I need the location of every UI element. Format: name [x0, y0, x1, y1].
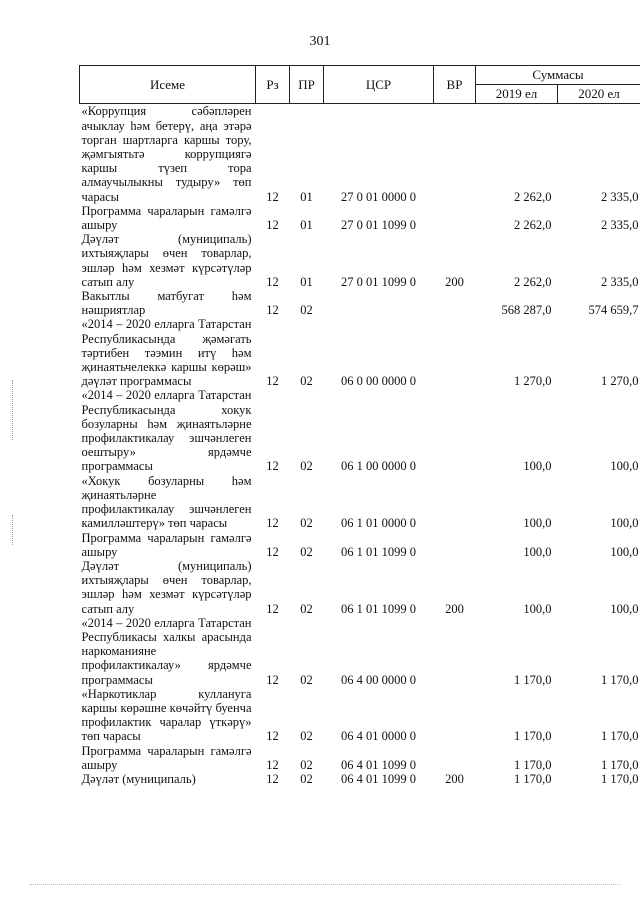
row-rz: 12: [266, 516, 279, 531]
row-value-2020: 1 170,0: [601, 729, 639, 744]
table-row: [80, 317, 640, 388]
row-vr: 200: [445, 771, 464, 786]
table-row: [80, 616, 640, 687]
row-csr: 06 0 00 0000 0: [341, 374, 416, 389]
table-body: [80, 104, 640, 786]
row-csr: [324, 289, 434, 317]
table-row: [80, 559, 640, 616]
row-rz: 12: [266, 757, 279, 772]
row-rz: 12: [266, 672, 279, 687]
row-rz: 12: [266, 729, 279, 744]
row-pr: 02: [300, 374, 313, 389]
header-2020: 2020 ел: [558, 85, 640, 104]
row-pr: 02: [300, 459, 313, 474]
row-value-2019: 1 170,0: [514, 729, 552, 744]
header-csr: ЦСР: [324, 66, 434, 104]
row-csr: 27 0 01 1099 0: [341, 218, 416, 233]
row-name: «2014 – 2020 елларга Татарстан Республикасы халкы арасында наркоманияне профилактикалау» ярдәмче программасы: [81, 615, 252, 687]
row-rz: 12: [266, 459, 279, 474]
row-value-2020: 1 170,0: [601, 672, 639, 687]
row-name: «2014 – 2020 елларга Татарстан Республикасында хокук бозуларны һәм җинаятьләрне профилактикалау эшчәнлеген оештыру» ярдәмче программасы: [81, 388, 252, 474]
row-vr: [434, 317, 476, 388]
row-value-2019: 1 170,0: [514, 757, 552, 772]
row-value-2019: 568 287,0: [501, 303, 552, 318]
table-row: [80, 289, 640, 317]
scan-edge-mark: [12, 380, 15, 440]
row-name: «Хокук бозуларны һәм җинаятьләрне профилактикалау эшчәнлеген камилләштерү» төп чарасы: [81, 473, 252, 531]
row-value-2020: 100,0: [610, 601, 639, 616]
row-pr: 02: [300, 601, 313, 616]
header-pr: ПР: [290, 66, 324, 104]
table-header: [80, 66, 640, 104]
page-number: 301: [309, 34, 331, 49]
row-rz: 12: [266, 218, 279, 233]
row-vr: [434, 687, 476, 744]
row-csr: 06 4 01 1099 0: [341, 757, 416, 772]
row-value-2020: 2 335,0: [601, 189, 639, 204]
row-pr: 02: [300, 303, 313, 318]
row-name: Вакытлы матбугат һәм нәшриятлар: [81, 289, 252, 318]
row-vr: [434, 289, 476, 317]
row-value-2019: 2 262,0: [514, 218, 552, 233]
row-pr: 01: [300, 274, 313, 289]
row-value-2019: 100,0: [523, 516, 552, 531]
row-rz: 12: [266, 303, 279, 318]
table-row: [80, 744, 640, 772]
row-rz: 12: [266, 189, 279, 204]
row-vr: [434, 474, 476, 531]
row-value-2019: 1 270,0: [514, 374, 552, 389]
row-rz: 12: [266, 544, 279, 559]
row-value-2019: 1 170,0: [514, 771, 552, 786]
header-name: Исеме: [80, 66, 256, 104]
row-value-2020: 1 170,0: [601, 771, 639, 786]
row-name: Дәүләт (муниципаль) ихтыяҗлары өчен товарлар, эшләр һәм хезмәт күрсәтүләр сатып алу: [81, 558, 252, 616]
row-value-2019: 2 262,0: [514, 274, 552, 289]
row-name: Дәүләт (муниципаль): [81, 771, 196, 786]
budget-table-container: [79, 65, 640, 786]
row-value-2019: 100,0: [523, 601, 552, 616]
row-value-2020: 2 335,0: [601, 274, 639, 289]
row-vr: 200: [445, 601, 464, 616]
row-csr: 06 4 01 1099 0: [341, 771, 416, 786]
table-row: [80, 388, 640, 473]
row-value-2020: 1 270,0: [601, 374, 639, 389]
row-name: Программа чараларын гамәлгә ашыру: [81, 743, 252, 772]
row-pr: 01: [300, 218, 313, 233]
row-csr: 06 1 01 1099 0: [341, 544, 416, 559]
row-name: Программа чараларын гамәлгә ашыру: [81, 203, 252, 233]
row-value-2020: 100,0: [610, 459, 639, 474]
row-pr: 02: [300, 771, 313, 786]
row-value-2019: 100,0: [523, 544, 552, 559]
row-vr: [434, 744, 476, 772]
row-value-2019: 100,0: [523, 459, 552, 474]
row-value-2020: 574 659,7: [588, 303, 639, 318]
table-row: [80, 531, 640, 559]
row-pr: 02: [300, 757, 313, 772]
row-vr: [434, 104, 476, 204]
row-value-2020: 100,0: [610, 516, 639, 531]
row-csr: 06 1 01 0000 0: [341, 516, 416, 531]
table-row: [80, 772, 640, 786]
row-vr: [434, 531, 476, 559]
scan-bottom-noise: [30, 884, 620, 885]
row-pr: 02: [300, 544, 313, 559]
row-vr: [434, 616, 476, 687]
header-vr: ВР: [434, 66, 476, 104]
row-csr: 06 4 00 0000 0: [341, 672, 416, 687]
row-pr: 02: [300, 516, 313, 531]
row-rz: 12: [266, 601, 279, 616]
row-value-2019: 1 170,0: [514, 672, 552, 687]
row-pr: 02: [300, 672, 313, 687]
row-rz: 12: [266, 771, 279, 786]
row-name: Программа чараларын гамәлгә ашыру: [81, 530, 252, 559]
row-vr: 200: [445, 274, 464, 289]
budget-table: [79, 65, 640, 786]
scan-edge-mark: [12, 515, 15, 545]
row-name: «Коррупция сәбәпләрен ачыклау һәм бетерү, аңа этәрә торган шартларга каршы тору, җәмгыятьтә коррупциягә каршы түзеп тора алмаучылыкны тудыру» төп чарасы: [81, 104, 252, 204]
table-row: [80, 687, 640, 744]
row-vr: [434, 204, 476, 232]
row-value-2019: 2 262,0: [514, 189, 552, 204]
row-csr: 06 1 00 0000 0: [341, 459, 416, 474]
row-csr: 06 4 01 0000 0: [341, 729, 416, 744]
row-csr: 27 0 01 0000 0: [341, 189, 416, 204]
row-vr: [434, 388, 476, 473]
row-rz: 12: [266, 374, 279, 389]
header-2019: 2019 ел: [476, 85, 558, 104]
row-name: «2014 – 2020 елларга Татарстан Республикасында җәмәгать тәртибен тәэмин итү һәм җинаятьчелеккә каршы көрәш» дәүләт программасы: [81, 317, 252, 389]
row-pr: 01: [300, 189, 313, 204]
table-row: [80, 204, 640, 232]
header-sums: Суммасы: [476, 66, 640, 85]
table-row: [80, 232, 640, 289]
row-value-2020: 1 170,0: [601, 757, 639, 772]
row-rz: 12: [266, 274, 279, 289]
table-row: [80, 474, 640, 531]
row-name: Дәүләт (муниципаль) ихтыяҗлары өчен товарлар, эшләр һәм хезмәт күрсәтүләр сатып алу: [81, 232, 252, 289]
row-csr: 06 1 01 1099 0: [341, 601, 416, 616]
row-pr: 02: [300, 729, 313, 744]
row-value-2020: 100,0: [610, 544, 639, 559]
header-rz: Рз: [256, 66, 290, 104]
table-row: [80, 104, 640, 204]
row-value-2020: 2 335,0: [601, 218, 639, 233]
row-csr: 27 0 01 1099 0: [341, 274, 416, 289]
row-name: «Наркотиклар куллануга каршы көрәшне көчәйтү буенча профилактик чаралар үткәрү» төп чарасы: [81, 686, 252, 744]
